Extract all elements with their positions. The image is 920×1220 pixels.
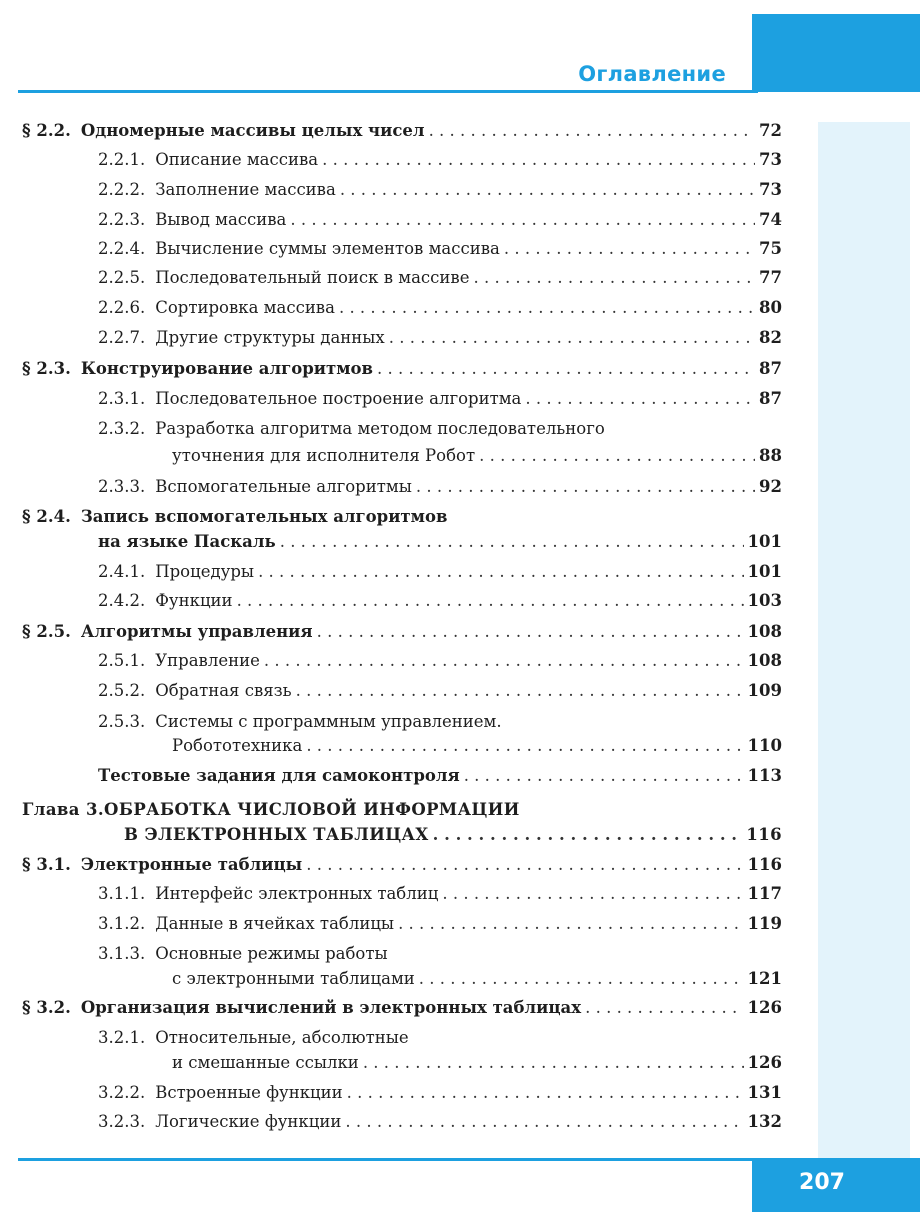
toc-number: Глава 3. <box>22 800 105 819</box>
toc-leader <box>479 443 755 469</box>
toc-entry[interactable] <box>98 1080 782 1106</box>
toc-title: Одномерные массивы целых чисел <box>80 121 425 140</box>
toc-leader <box>237 588 744 614</box>
toc-title: Тестовые задания для самоконтроля <box>98 766 460 785</box>
toc-page: 113 <box>747 766 782 785</box>
toc-number: 3.2.1. <box>98 1028 146 1047</box>
toc-page: 101 <box>747 562 782 581</box>
toc-page: 80 <box>759 298 782 317</box>
toc-title: Интерфейс электронных таблиц <box>155 884 439 903</box>
footer-rule <box>18 1158 758 1161</box>
toc-leader <box>525 386 755 412</box>
toc-leader <box>296 678 744 704</box>
toc-leader <box>585 995 743 1021</box>
toc-entry[interactable] <box>22 356 782 382</box>
toc-number: 2.5.3. <box>98 712 146 731</box>
toc-entry[interactable] <box>98 881 782 907</box>
toc-leader <box>339 295 755 321</box>
toc-entry[interactable] <box>98 295 782 321</box>
toc-title: уточнения для исполнителя Робот <box>172 446 476 465</box>
toc-page: 117 <box>747 884 782 903</box>
toc-number: 3.1.3. <box>98 944 146 963</box>
toc-page: 73 <box>759 150 782 169</box>
toc-page: 87 <box>759 389 782 408</box>
toc-page: 82 <box>759 328 782 347</box>
toc-leader <box>377 356 755 382</box>
toc-entry[interactable] <box>98 941 782 967</box>
toc-entry[interactable] <box>98 386 782 412</box>
toc-title: Разработка алгоритма методом последовательного <box>155 419 605 438</box>
toc-title: ОБРАБОТКА ЧИСЛОВОЙ ИНФОРМАЦИИ <box>104 800 520 819</box>
toc-title: Управление <box>155 651 260 670</box>
toc-leader <box>317 619 744 645</box>
page-number: 207 <box>799 1170 845 1195</box>
toc-title: Вычисление суммы элементов массива <box>155 239 500 258</box>
toc-leader <box>464 763 744 789</box>
toc-entry[interactable] <box>98 416 782 442</box>
toc-page: 108 <box>747 651 782 670</box>
toc-number: 2.3.2. <box>98 419 146 438</box>
toc-number: § 2.3. <box>22 359 71 378</box>
toc-leader <box>398 911 743 937</box>
toc-entry[interactable] <box>98 147 782 173</box>
toc-title: Сортировка массива <box>155 298 335 317</box>
toc-page: 109 <box>747 681 782 700</box>
toc-entry-continuation[interactable] <box>98 529 782 555</box>
toc-title: Вспомогательные алгоритмы <box>155 477 412 496</box>
toc-number: § 3.1. <box>22 855 71 874</box>
toc-title: Электронные таблицы <box>80 855 303 874</box>
toc-page: 92 <box>759 477 782 496</box>
toc-number: § 2.5. <box>22 622 71 641</box>
toc-entry[interactable] <box>98 474 782 500</box>
toc-title: Системы с программным управлением. <box>155 712 502 731</box>
toc-page: 77 <box>759 268 782 287</box>
toc-title: Обратная связь <box>155 681 292 700</box>
toc-page: 126 <box>747 1053 782 1072</box>
toc-page: 87 <box>759 359 782 378</box>
toc-page: 101 <box>747 532 782 551</box>
toc-title: Заполнение массива <box>155 180 336 199</box>
toc-entry-continuation[interactable] <box>172 443 782 469</box>
toc-entry[interactable] <box>22 118 782 144</box>
toc-entry[interactable] <box>98 1025 782 1051</box>
toc-title: Другие структуры данных <box>155 328 385 347</box>
toc-entry-continuation[interactable] <box>124 822 782 848</box>
toc-leader <box>280 529 744 555</box>
toc-page: 103 <box>747 591 782 610</box>
toc-entry[interactable] <box>98 588 782 614</box>
toc-entry[interactable] <box>98 648 782 674</box>
toc-entry[interactable] <box>98 325 782 351</box>
toc-number: 2.3.1. <box>98 389 146 408</box>
toc-leader <box>504 236 755 262</box>
toc-number: 2.4.2. <box>98 591 146 610</box>
toc-entry[interactable] <box>98 763 782 789</box>
toc-title: В ЭЛЕКТРОННЫХ ТАБЛИЦАХ <box>124 825 429 844</box>
toc-leader <box>345 1109 743 1135</box>
toc-title: Функции <box>155 591 233 610</box>
toc-number: 3.2.2. <box>98 1083 146 1102</box>
toc-number: 2.3.3. <box>98 477 146 496</box>
toc-title: Описание массива <box>155 150 319 169</box>
toc-entry[interactable] <box>98 709 782 735</box>
toc-number: 2.2.2. <box>98 180 146 199</box>
toc-title: Алгоритмы управления <box>80 622 313 641</box>
toc-title: Основные режимы работы <box>155 944 388 963</box>
toc-title: Организация вычислений в электронных таблицах <box>80 998 582 1017</box>
toc-leader <box>306 852 743 878</box>
toc-entry[interactable] <box>22 852 782 878</box>
toc-leader <box>389 325 755 351</box>
toc-number: § 3.2. <box>22 998 71 1017</box>
toc-entry[interactable] <box>98 1109 782 1135</box>
toc-number: 2.5.2. <box>98 681 146 700</box>
toc-leader <box>347 1080 744 1106</box>
toc-title: и смешанные ссылки <box>172 1053 359 1072</box>
toc-leader <box>306 733 743 759</box>
toc-page: 121 <box>747 969 782 988</box>
toc-title: Последовательное построение алгоритма <box>155 389 522 408</box>
toc-page: 119 <box>747 914 782 933</box>
toc-page: 116 <box>747 855 782 874</box>
toc-leader <box>363 1050 744 1076</box>
toc-number: 2.2.3. <box>98 210 146 229</box>
toc-number: § 2.2. <box>22 121 71 140</box>
toc-title: Последовательный поиск в массиве <box>155 268 470 287</box>
toc-page: 73 <box>759 180 782 199</box>
toc-entry-continuation[interactable] <box>172 1050 782 1076</box>
toc-entry[interactable] <box>98 177 782 203</box>
toc-entry[interactable] <box>98 265 782 291</box>
toc-number: 3.1.1. <box>98 884 146 903</box>
toc-page: 110 <box>747 736 782 755</box>
toc-page: 132 <box>747 1112 782 1131</box>
toc-number: 2.2.5. <box>98 268 146 287</box>
toc-entry-continuation[interactable] <box>172 733 782 759</box>
toc-page: 131 <box>747 1083 782 1102</box>
toc-entry[interactable] <box>22 504 782 530</box>
toc-entry[interactable] <box>98 559 782 585</box>
toc-title: Относительные, абсолютные <box>155 1028 409 1047</box>
toc-page: 88 <box>759 446 782 465</box>
toc-entry[interactable] <box>98 678 782 704</box>
toc-entry[interactable] <box>98 236 782 262</box>
toc-entry[interactable] <box>98 911 782 937</box>
toc-number: 2.5.1. <box>98 651 146 670</box>
toc-page: 75 <box>759 239 782 258</box>
toc-leader <box>429 118 755 144</box>
toc-title: Данные в ячейках таблицы <box>155 914 395 933</box>
toc-chapter-entry[interactable] <box>22 797 782 823</box>
toc-leader <box>473 265 755 291</box>
toc-title: Робототехника <box>172 736 303 755</box>
toc-title: с электронными таблицами <box>172 969 415 988</box>
toc-number: 3.2.3. <box>98 1112 146 1131</box>
toc-leader <box>340 177 755 203</box>
toc-leader <box>264 648 744 674</box>
toc-entry[interactable] <box>98 207 782 233</box>
toc-title: на языке Паскаль <box>98 532 276 551</box>
toc-leader <box>433 822 743 848</box>
page-title: Оглавление <box>578 62 726 86</box>
toc-leader <box>290 207 755 233</box>
toc-number: 2.2.6. <box>98 298 146 317</box>
toc-page: 72 <box>759 121 782 140</box>
toc-page: 74 <box>759 210 782 229</box>
toc-leader <box>416 474 755 500</box>
toc-entry[interactable] <box>22 995 782 1021</box>
toc-number: 2.2.4. <box>98 239 146 258</box>
toc-title: Процедуры <box>155 562 255 581</box>
toc-entry[interactable] <box>22 619 782 645</box>
toc-title: Вывод массива <box>155 210 287 229</box>
toc-leader <box>442 881 743 907</box>
toc-leader <box>258 559 743 585</box>
toc-number: § 2.4. <box>22 507 71 526</box>
toc-title: Встроенные функции <box>155 1083 343 1102</box>
toc-number: 2.2.1. <box>98 150 146 169</box>
toc-leader <box>322 147 755 173</box>
toc-title: Конструирование алгоритмов <box>80 359 374 378</box>
toc-number: 2.4.1. <box>98 562 146 581</box>
toc-page: 126 <box>747 998 782 1017</box>
toc-entry-continuation[interactable] <box>172 966 782 992</box>
toc-title: Запись вспомогательных алгоритмов <box>80 507 448 526</box>
toc-leader <box>419 966 744 992</box>
toc-page: 108 <box>747 622 782 641</box>
toc-page: 116 <box>746 825 782 844</box>
toc-number: 2.2.7. <box>98 328 146 347</box>
toc-number: 3.1.2. <box>98 914 146 933</box>
toc-title: Логические функции <box>155 1112 342 1131</box>
